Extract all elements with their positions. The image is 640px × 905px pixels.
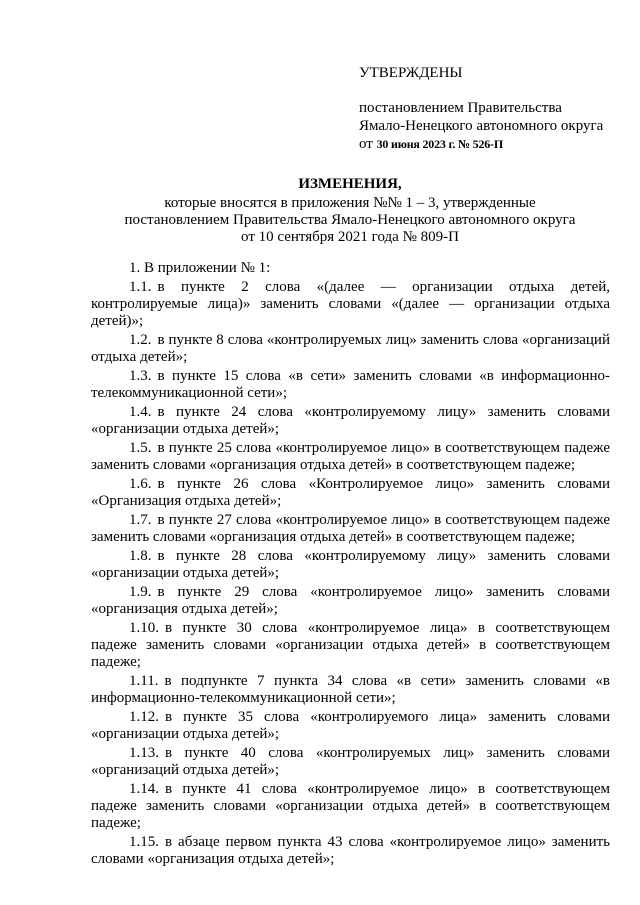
paragraph-1-12	[91, 709, 610, 743]
paragraph-1-10	[91, 620, 610, 671]
paragraph-number: 1.2.	[129, 332, 152, 348]
paragraph-number: 1.15.	[129, 834, 159, 850]
paragraph-1-1	[91, 279, 610, 330]
document-body	[91, 260, 610, 870]
paragraph-1-15	[91, 834, 610, 868]
paragraph-1-9	[91, 584, 610, 618]
paragraph-1	[91, 260, 610, 277]
paragraph-text: в пункте 25 слова «контролируемое лицо» в соответствующем падеже заменить словами «организация отдыха детей» в соответствующем падеже;	[91, 440, 610, 473]
paragraph-1-13	[91, 745, 610, 779]
paragraph-1-2	[91, 332, 610, 366]
paragraph-number: 1.6.	[129, 476, 152, 492]
approval-line-1: постановлением Правительства	[359, 100, 562, 116]
paragraph-number: 1.7.	[129, 512, 152, 528]
paragraph-text: 1. В приложении № 1:	[129, 260, 271, 276]
paragraph-number: 1.3.	[129, 368, 152, 384]
paragraph-1-5	[91, 440, 610, 474]
heading-line-2: постановлением Правительства Ямало-Ненецкого автономного округа	[124, 212, 576, 228]
paragraph-number: 1.9.	[129, 584, 152, 600]
paragraph-1-4	[91, 404, 610, 438]
paragraph-1-3	[91, 368, 610, 402]
paragraph-text: в пункте 35 слова «контролируемого лица» заменить словами «организации отдыха детей»;	[91, 709, 610, 742]
approval-block	[359, 64, 619, 153]
paragraph-1-6	[91, 476, 610, 510]
paragraph-1-8	[91, 548, 610, 582]
approval-date-line	[359, 135, 619, 153]
paragraph-number: 1.8.	[129, 548, 152, 564]
document-title: ИЗМЕНЕНИЯ,	[298, 176, 402, 192]
heading-line-1: которые вносятся в приложения №№ 1 – 3, утвержденные	[164, 195, 536, 211]
approval-title: УТВЕРЖДЕНЫ	[359, 65, 463, 81]
paragraph-number: 1.4.	[129, 404, 152, 420]
paragraph-text: в пункте 28 слова «контролируемому лицу» заменить словами «организации отдыха детей»;	[91, 548, 610, 581]
paragraph-text: в пункте 8 слова «контролируемых лиц» заменить слова «организаций отдыха детей»;	[91, 332, 610, 365]
paragraph-1-14	[91, 781, 610, 832]
paragraph-text: в подпункте 7 пункта 34 слова «в сети» заменить словами «в информационно-телекоммуникационной сети»;	[91, 673, 610, 706]
paragraph-text: в пункте 40 слова «контролируемых лиц» заменить словами «организаций отдыха детей»;	[91, 745, 610, 778]
paragraph-text: в пункте 2 слова «(далее — организации отдыха детей, контролируемые лица)» заменить словами «(далее — организации отдыха детей)»;	[91, 279, 610, 329]
paragraph-text: в пункте 29 слова «контролируемое лицо» заменить словами «организация отдыха детей»;	[91, 584, 610, 617]
paragraph-number: 1.11.	[129, 673, 159, 689]
paragraph-text: в пункте 24 слова «контролируемому лицу» заменить словами «организации отдыха детей»;	[91, 404, 610, 437]
paragraph-number: 1.10.	[129, 620, 159, 636]
paragraph-1-7	[91, 512, 610, 546]
paragraph-text: в пункте 30 слова «контролируемое лица» в соответствующем падеже заменить словами «организации отдыха детей» в соответствующем падеже;	[91, 620, 610, 670]
paragraph-1-11	[91, 673, 610, 707]
paragraph-number: 1.14.	[129, 781, 159, 797]
paragraph-number: 1.1.	[129, 279, 152, 295]
paragraph-number: 1.5.	[129, 440, 152, 456]
approval-line-2: Ямало-Ненецкого автономного округа	[359, 118, 604, 134]
paragraph-text: в пункте 15 слова «в сети» заменить словами «в информационно-телекоммуникационной сети»;	[91, 368, 610, 401]
paragraph-number: 1.13.	[129, 745, 159, 761]
document-heading	[90, 176, 610, 246]
paragraph-text: в пункте 41 слова «контролируемое лицо» в соответствующем падеже заменить словами «организации отдыха детей» в соответствующем падеже;	[91, 781, 610, 831]
approval-date-prefix: от	[359, 136, 373, 152]
heading-line-3: от 10 сентября 2021 года № 809-П	[241, 229, 459, 245]
paragraph-text: в пункте 27 слова «контролируемое лицо» в соответствующем падеже заменить словами «организация отдыха детей» в соответствующем падеже;	[91, 512, 610, 545]
paragraph-text: в абзаце первом пункта 43 слова «контролируемое лицо» заменить словами «организация отдыха детей»;	[91, 834, 610, 867]
paragraph-text: в пункте 26 слова «Контролируемое лицо» заменить словами «Организация отдыха детей»;	[91, 476, 610, 509]
paragraph-number: 1.12.	[129, 709, 159, 725]
approval-date-value: 30 июня 2023 г. № 526-П	[376, 137, 503, 151]
